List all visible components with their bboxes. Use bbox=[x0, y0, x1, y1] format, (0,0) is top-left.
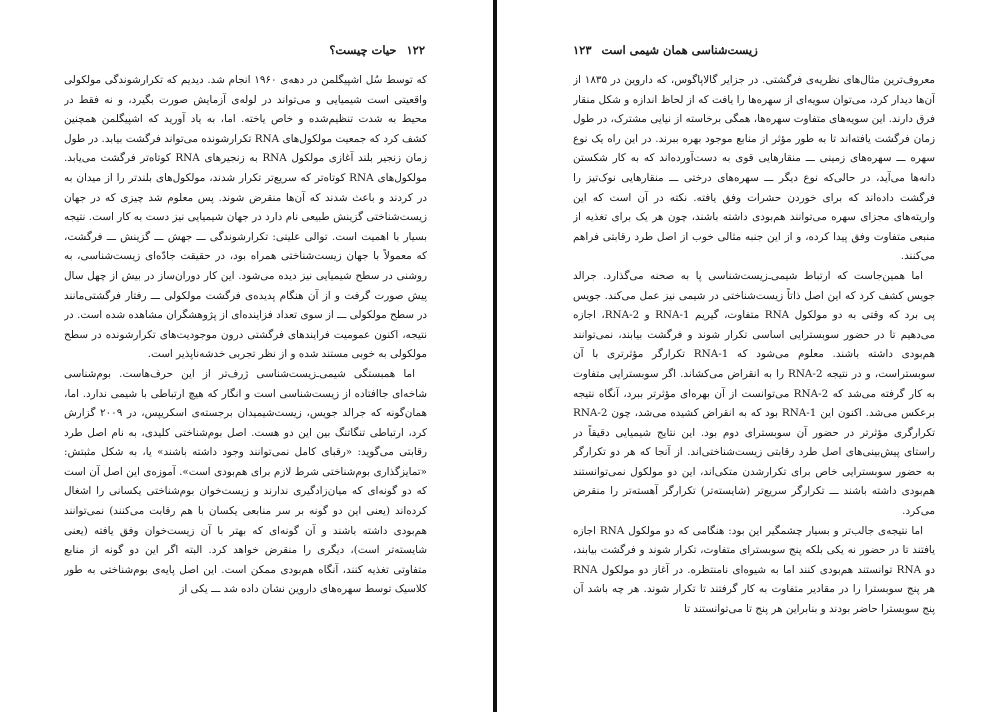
left-page-body bbox=[64, 71, 427, 690]
right-page-number: ۱۲۳ bbox=[573, 43, 592, 57]
right-page-body bbox=[573, 71, 935, 690]
left-page bbox=[0, 0, 493, 712]
left-page-header bbox=[66, 41, 425, 59]
paragraph: که توسط سُل اشپیگلمن در دهه‌ی ۱۹۶۰ انجام شد. دیدیم که تکرارشوندگی مولکولی واقعیتی است شیمیایی و می‌تواند در لوله‌ی آزمایش صورت بگیرد، و نه فقط در محیط به شدت تنظیم‌شده و خاص یاخته. اما، به یاد آورید که اشپیگلمن همچنین کشف کرد که جمعیت مولکول‌های RNA تکرارشونده می‌تواند فرگشت بیابد. در طول زمان زنجیر بلند آغازی مولکول RNA به زنجیرهای RNA کوتاه‌تر فرگشت می‌یابد. مولکول‌های RNA کوتاه‌تر که سریع‌تر تکرار شدند، مولکول‌های بلندتر را از میدان به در کردند و باعث شدند که آن‌ها منقرض شوند. پس معلوم شد چیزی که در جهان زیست‌شناختی گزینش طبیعی نام دارد در جهان شیمیایی نیز دست به کار است. نتیجه بسیار با اهمیت است. توالی علیتی: تکرارشوندگی ـــ جهش ـــ گزینش ـــ فرگشت، که معمولاً با جهان زیست‌شناختی همراه بود، در حقیقت جادّه‌ای زیست‌شناسی، به روشنی در سطح شیمیایی نیز دیده می‌شود. این کار دوران‌ساز در بیش از چهل سال پیش صورت گرفت و از آن هنگام پدیده‌ی فرگشت مولکولی ـــ رفتار فرگشتی‌مانند در سطح مولکولی ـــ از سوی تعداد فزاینده‌ای از پژوهشگران مشاهده شده است. در نتیجه، اکنون عمومیت فرایندهای فرگشتی درون موجودیت‌های تکرارشونده در سطح مولکولی به خوبی مستند شده و از نظر تجربی خدشه‌ناپذیر است. bbox=[64, 74, 427, 361]
paragraph: اما همبستگی شیمی‌ـ‌زیست‌شناسی ژرف‌تر از این حرف‌هاست. بوم‌شناسی شاخه‌ای جاافتاده از زیست‌شناسی است و انگار که هیچ ارتباطی با شیمی ندارد. اما، همان‌گونه که جرالد جویس، زیست‌شیمیدان برجسته‌ی اسکریپس، در ۲۰۰۹ گزارش کرد، ارتباطی تنگاتنگ بین این دو هست. اصل بوم‌شناختی کلیدی، به نام اصل طرد رقابتی می‌گوید: «رقبای کامل نمی‌توانند وجود داشته باشند» یا، به شکل مثبتش: «تمایزگذاری بوم‌شناختی شرط لازم برای هم‌بودی است». آموزه‌ی این اصل آن است که دو گونه‌ای که میان‌زادگیری ندارند و زیست‌خوان بوم‌شناختی یکسانی را اشغال کرده‌اند (یعنی این دو گونه بر سر منابعی یکسان با هم رقابت می‌کنند) نمی‌توانند هم‌بودی داشته باشند و آن گونه‌ای که بهتر با آن زیست‌خوان وفق یافته (یعنی شایسته‌تر است)، دیگری را منقرض خواهد کرد. البته اگر این دو گونه از منابع متفاوتی تغذیه کنند، آنگاه هم‌بودی ممکن است. این اصل پایه‌ی بوم‌شناختی به طور کلاسیک توسط سهره‌های داروین نشان داده شد ـــ یکی از bbox=[64, 367, 427, 596]
right-running-head: زیست‌شناسی همان شیمی است bbox=[601, 43, 758, 57]
paragraph: اما همین‌جاست که ارتباط شیمی‌ـ‌زیست‌شناسی پا به صحنه می‌گذارد. جرالد جویس کشف کرد که این اصل ذاتاً زیست‌شناختی در شیمی نیز عمل می‌کند. جویس پی برد که وقتی به دو مولکول RNA متفاوت، گیریم RNA-1 و RNA-2، اجازه می‌دهیم تا در حضور سوبسترایی اساسی تکرار شوند و فرگشت بیابند، نمی‌توانند هم‌بودی داشته باشند. معلوم می‌شود که RNA-1 تکرارگر مؤثرتری با آن سوبستراست، و در نتیجه RNA-2 را به انقراض می‌کشاند. اگر سوبسترایی متفاوت به کار گرفته می‌شد که RNA-2 می‌توانست از آن بهره‌ای مؤثرتر ببرد، آنگاه نتیجه برعکس می‌شد. اکنون این RNA-1 بود که به انقراض کشیده می‌شد، چون RNA-2 تکرارگری مؤثرتر در حضور آن سوبسترای دوم بود. این نتایج شیمیایی دقیقاً در راستای پیش‌بینی‌های اصل طرد رقابتی زیست‌شناختی‌اند. از آنجا که هر دو تکرارگر به حضور سوبسترایی خاص برای تکرارشدن متکی‌اند، این دو مولکول نمی‌توانستند هم‌بودی داشته باشند ـــ تکرارگر سریع‌تر (شایسته‌تر) تکرارگر آهسته‌تر را منقرض می‌کرد. bbox=[573, 269, 935, 518]
left-page-number: ۱۲۲ bbox=[406, 43, 425, 57]
right-page-header bbox=[573, 41, 933, 59]
left-running-head: حیات چیست؟ bbox=[329, 43, 397, 57]
paragraph: معروف‌ترین مثال‌های نظریه‌ی فرگشتی. در جزایر گالاپاگوس، که داروین در ۱۸۳۵ از آن‌ها دیدار کرد، می‌توان سویه‌ای از سهره‌ها را یافت که از لحاظ اندازه و شکل منقار فرق دارند. این سویه‌های متفاوت سهره‌ها، همگی برخاسته از نیایی مشترک، در طول زمان فرگشت یافته‌اند تا به طور مؤثر از منابع موجود بهره ببرند. در این راه یک نوع سهره ـــ سهره‌های زمینی ـــ منقارهایی قوی به دست‌آورده‌اند که به کار شکستن دانه‌ها می‌آید، در حالی‌که نوع دیگر ـــ سهره‌های درختی ـــ منقارهایی نوک‌تیز را فرگشت داده‌اند که برای خوردن حشرات وفق یافته. نکته در آن است که این واریته‌های مجزای سهره می‌توانند هم‌بودی داشته باشند، چون هر یک برای تغذیه از منبعی متفاوت وفق پیدا کرده، و از این جنبه مثالی خوب از اصل طرد رقابتی فراهم می‌کنند. bbox=[573, 74, 935, 263]
paragraph: اما نتیجه‌ی جالب‌تر و بسیار چشمگیر این بود: هنگامی که دو مولکول RNA اجازه یافتند تا در حضور نه یکی بلکه پنج سوبسترای متفاوت، تکرار شوند و فرگشت بیابند، دو RNA توانستند هم‌بودی کنند اما به شیوه‌ای نامنتظره. در آغاز دو مولکول RNA هر پنج سوبسترا را در مقادیر متفاوت به کار گرفتند تا تکرار شوند. هر چه باشد آن پنج سوبسترا حاضر بودند و بنابراین هر پنج تا می‌توانستند تا bbox=[573, 524, 935, 616]
right-page bbox=[497, 0, 991, 712]
